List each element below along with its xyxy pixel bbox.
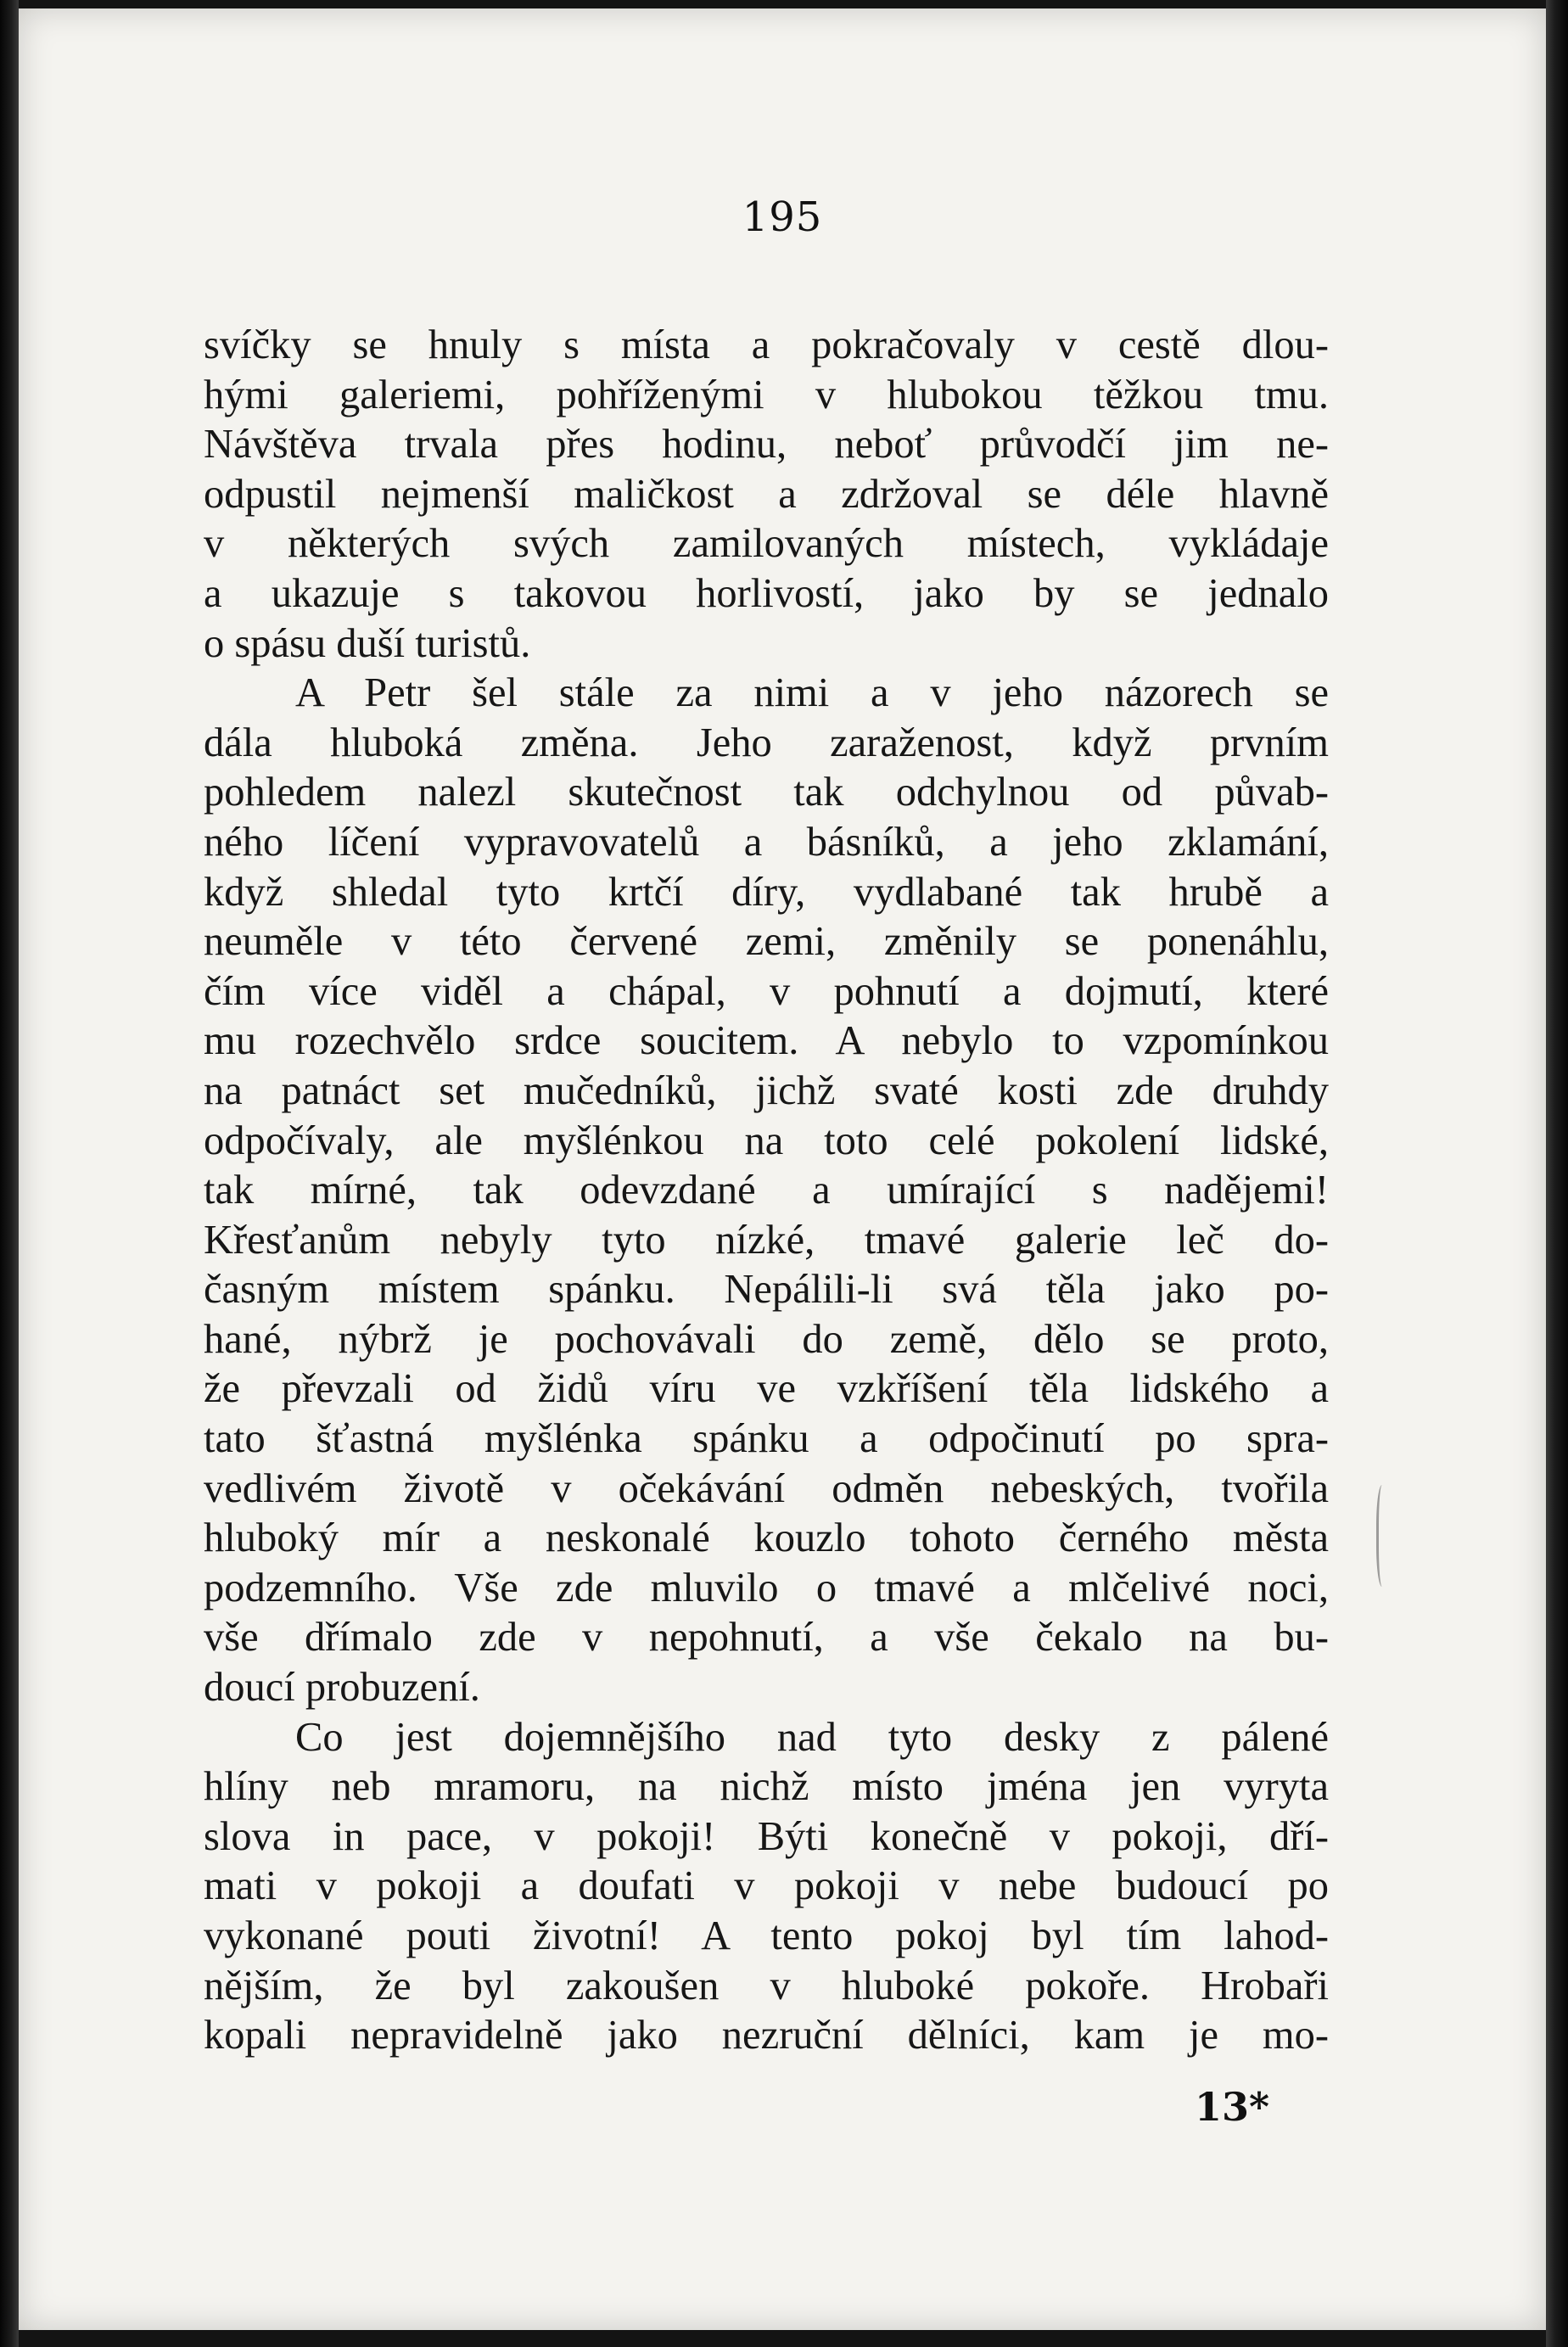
text-line: tak mírné, tak odevzdané a umírající s nadějemi!: [204, 1168, 1329, 1213]
text-line: hými galeriemi, pohříženými v hlubokou těžkou tmu.: [204, 372, 1329, 417]
text-line: odpočívaly, ale myšlénkou na toto celé pokolení lidské,: [204, 1117, 1329, 1163]
text-line: časným místem spánku. Nepálili-li svá těla jako po-: [204, 1267, 1329, 1313]
page-number: 195: [742, 193, 823, 241]
right-page-edge: [1546, 0, 1568, 2347]
body-text: [204, 321, 1329, 2061]
text-line: na patnáct set mučedníků, jichž svaté kosti zde druhdy: [204, 1067, 1329, 1113]
text-line: doucí probuzení.: [204, 1665, 480, 1711]
signature-mark: 13*: [1195, 2084, 1270, 2130]
text-line: neuměle v této červené zemi, změnily se ponenáhlu,: [204, 919, 1329, 965]
text-line: podzemního. Vše zde mluvilo o tmavé a mlčelivé noci,: [204, 1565, 1329, 1610]
text-line: nějším, že byl zakoušen v hluboké pokoře. Hrobaři: [204, 1963, 1329, 2008]
text-line: mati v pokoji a doufati v pokoji v nebe budoucí po: [204, 1863, 1329, 1909]
text-line: ného líčení vypravovatelů a básníků, a jeho zklamání,: [204, 819, 1329, 865]
text-line: svíčky se hnuly s místa a pokračovaly v cestě dlou-: [204, 322, 1329, 367]
text-line: hané, nýbrž je pochovávali do země, dělo se proto,: [204, 1316, 1329, 1362]
text-line: odpustil nejmenší maličkost a zdržoval se déle hlavně: [204, 471, 1329, 517]
text-line: vedlivém životě v očekávání odměn nebeských, tvořila: [204, 1465, 1329, 1511]
text-line: mu rozechvělo srdce soucitem. A nebylo to vzpomínkou: [204, 1018, 1329, 1064]
text-line: A Petr šel stále za nimi a v jeho názorech se: [295, 670, 1329, 716]
text-line: vykonané pouti životní! A tento pokoj byl tím lahod-: [204, 1913, 1329, 1958]
text-line: dála hluboká změna. Jeho zaraženost, když prvním: [204, 720, 1329, 765]
text-line: Křesťanům nebyly tyto nízké, tmavé galerie leč do-: [204, 1217, 1329, 1263]
text-line: hluboký mír a neskonalé kouzlo tohoto černého města: [204, 1515, 1329, 1561]
text-line: kopali nepravidelně jako nezruční dělníci, kam je mo-: [204, 2013, 1329, 2059]
text-line: o spásu duší turistů.: [204, 620, 531, 666]
left-page-edge: [0, 0, 19, 2347]
margin-smudge: [1376, 1485, 1391, 1587]
text-line: pohledem nalezl skutečnost tak odchylnou od půvab-: [204, 770, 1329, 815]
text-line: že převzali od židů víru ve vzkříšení těla lidského a: [204, 1366, 1329, 1412]
text-line: hlíny neb mramoru, na nichž místo jména jen vyryta: [204, 1764, 1329, 1810]
text-line: slova in pace, v pokoji! Býti konečně v pokoji, dří-: [204, 1813, 1329, 1859]
text-line: v některých svých zamilovaných místech, vykládaje: [204, 521, 1329, 567]
text-line: když shledal tyto krtčí díry, vydlabané tak hrubě a: [204, 869, 1329, 915]
text-line: Návštěva trvala přes hodinu, neboť průvodčí jim ne-: [204, 422, 1329, 468]
text-line: Co jest dojemnějšího nad tyto desky z pálené: [295, 1714, 1329, 1760]
text-line: vše dřímalo zde v nepohnutí, a vše čekalo na bu-: [204, 1615, 1329, 1661]
text-line: a ukazuje s takovou horlivostí, jako by se jednalo: [204, 570, 1329, 616]
book-page: [19, 8, 1546, 2330]
text-line: čím více viděl a chápal, v pohnutí a dojmutí, které: [204, 968, 1329, 1014]
text-line: tato šťastná myšlénka spánku a odpočinutí po spra-: [204, 1416, 1329, 1462]
